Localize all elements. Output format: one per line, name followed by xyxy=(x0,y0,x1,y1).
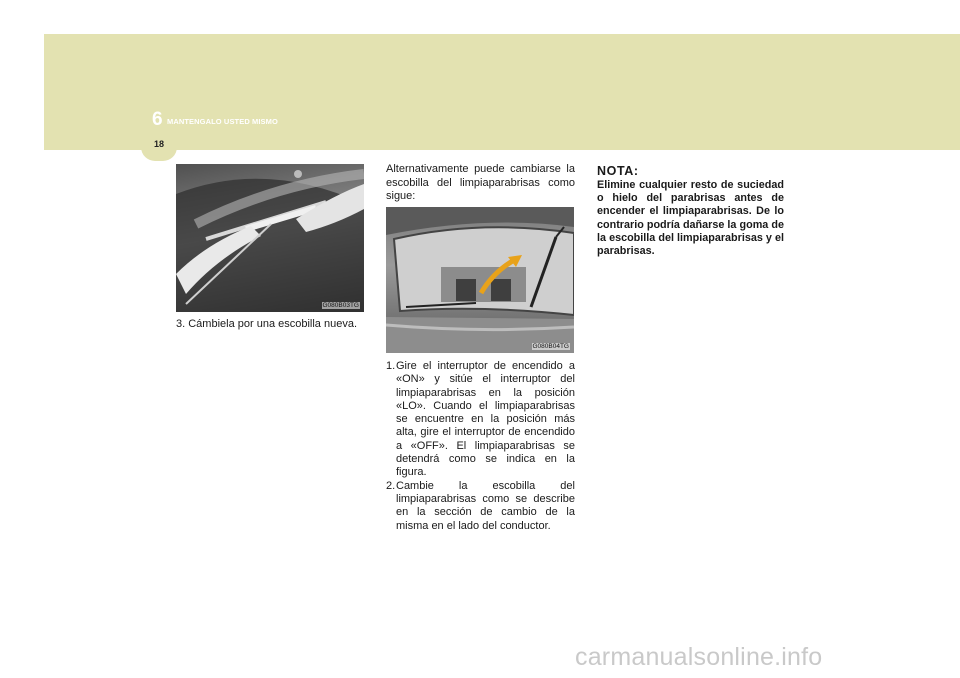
header-band xyxy=(44,34,960,150)
step-text: Cambie la escobilla del limpiaparabrisas como se describe en la sección de cambio de la misma en el lado del conductor. xyxy=(396,479,575,532)
intro-paragraph: Alternativamente puede cambiarse la escobilla del limpiaparabrisas como sigue: xyxy=(386,163,575,202)
page-number: 18 xyxy=(153,139,164,149)
steps-list xyxy=(386,360,575,533)
windshield-wiper-photo xyxy=(386,207,574,353)
list-item xyxy=(386,360,575,480)
figure-code-right: G080B04TG xyxy=(532,343,569,350)
list-item xyxy=(386,480,575,533)
step-number: 2. xyxy=(386,479,396,492)
chapter-title: MANTENGALO USTED MISMO xyxy=(167,117,278,126)
note-title: NOTA: xyxy=(597,164,639,178)
step-number: 1. xyxy=(386,360,396,372)
left-caption: 3. Cámbiela por una escobilla nueva. xyxy=(176,318,358,330)
step-text: Gire el interruptor de encendido a «ON» y sitúe el interruptor del limpiaparabrisas en la posición «LO». Cuando el limpiaparabrisas se encuentre en la posición más alta, gire el interruptor de encendido a «OFF». El limpiaparabrisas se detendrá como se indica en la figura. xyxy=(396,360,575,479)
note-body: Elimine cualquier resto de suciedad o hielo del parabrisas antes de encender el limpiaparabrisas. De lo contrario podría dañarse la goma de la escobilla del limpiaparabrisas y el parabrisas. xyxy=(597,179,784,258)
watermark: carmanualsonline.info xyxy=(575,643,823,671)
figure-code-left: G080B03TG xyxy=(322,302,359,309)
chapter-number: 6 xyxy=(152,109,163,130)
wiper-blade-replacement-photo xyxy=(176,164,364,312)
